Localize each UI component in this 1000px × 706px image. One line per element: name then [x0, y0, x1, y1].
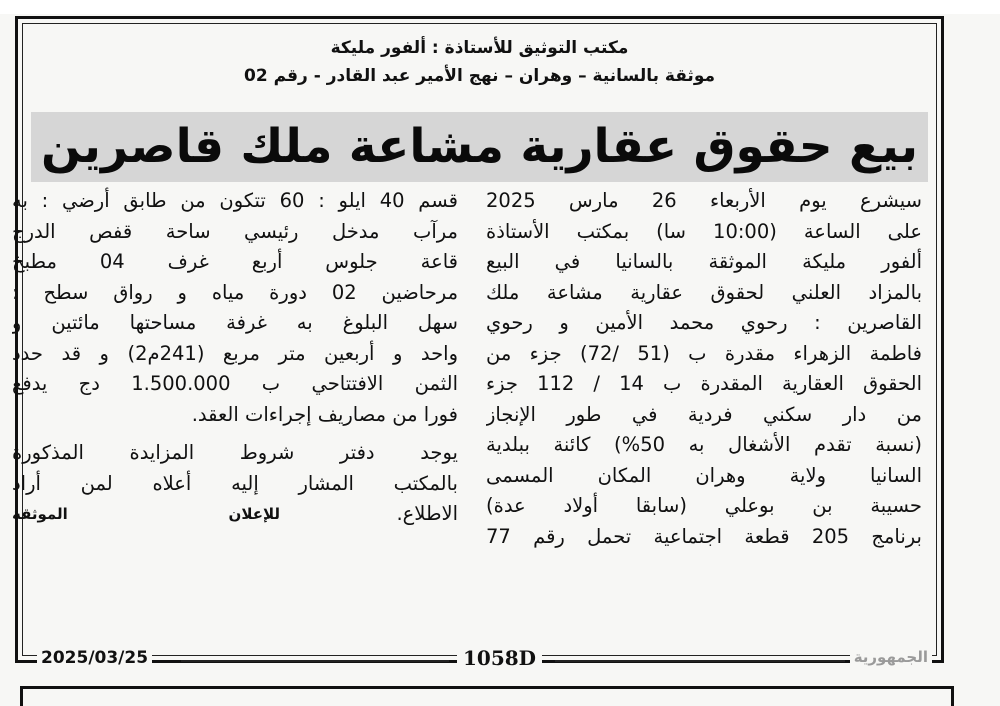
text-line: قسم 40 ايلو : 60 تتكون من طابق أرضي : به: [12, 189, 458, 212]
text-line: حسيبة بن بوعلي (سابقا أولاد عدة): [486, 494, 922, 517]
notary-address: موثقة بالسانية – وهران – نهج الأمير عبد القادر - رقم 02: [243, 66, 716, 86]
text-line: يوجد دفتر شروط المزايدة المذكورة: [12, 441, 458, 464]
ad-inner-border: [12, 23, 937, 656]
text-line: الثمن الافتتاحي ب 1.500.000 دج يدفع: [12, 372, 458, 395]
newspaper-logo: الجمهورية: [850, 648, 932, 666]
footer-rule: [555, 660, 845, 662]
left-column: [12, 186, 458, 529]
title-band: [31, 112, 928, 182]
footer-rule: [181, 660, 449, 662]
next-ad-frame: [20, 686, 954, 706]
ad-footer: [15, 646, 944, 672]
right-column: [486, 186, 922, 552]
text-line: من دار سكني فردية في طور الإنجاز: [486, 402, 922, 426]
notary-signature: الموثقة: [12, 505, 68, 523]
text-line: واحد و أربعين متر مربع (241م2) و قد حدد: [12, 341, 458, 365]
text-line: (نسبة تقدم الأشغال به 50%) كائنة ببلدية: [486, 433, 922, 456]
text-line: الاطلاع.: [396, 502, 458, 525]
text-line: برنامج 205 قطعة اجتماعية تحمل رقم 77: [486, 524, 922, 548]
text-line: سيشرع يوم الأربعاء 26 مارس 2025: [486, 189, 922, 212]
ad-frame: [12, 16, 944, 663]
page-top-edge: [0, 0, 1000, 14]
text-line: على الساعة (10:00 سا) بمكتب الأستاذة: [486, 219, 922, 243]
text-line: بالمكتب المشار إليه أعلاه لمن أراد: [12, 471, 458, 495]
notary-office-name: مكتب التوثيق للأستاذة : ألفور مليكة: [330, 38, 629, 58]
text-line: الحقوق العقارية المقدرة ب 14 / 112 جزء: [486, 372, 922, 395]
ad-code: 1058D: [457, 646, 542, 670]
text-line: فاطمة الزهراء مقدرة ب (51 /72) جزء من: [486, 341, 922, 365]
text-line: قاعة جلوس أربع غرف 04 مطبخ: [12, 250, 458, 273]
text-line: ألفور مليكة الموثقة بالسانيا في البيع: [486, 250, 922, 273]
text-line: فورا من مصاريف إجراءات العقد.: [191, 402, 458, 426]
text-line: القاصرين : رحوي محمد الأمين و رحوي: [486, 311, 922, 334]
signature-row: [12, 499, 458, 529]
ad-title: بيع حقوق عقارية مشاعة ملك قاصرين: [41, 119, 918, 174]
announcement-label: للإعلان: [228, 505, 280, 523]
text-line: السانيا ولاية وهران المكان المسمى: [486, 463, 922, 487]
text-line: سهل البلوغ به غرفة مساحتها مائتين و: [12, 311, 458, 334]
publication-date: 2025/03/25: [37, 648, 152, 668]
text-line: مرحاضين 02 دورة مياه و رواق سطح :: [12, 280, 458, 304]
text-line: مرآب مدخل رئيسي ساحة قفص الدرج: [12, 219, 458, 243]
text-line: بالمزاد العلني لحقوق عقارية مشاعة ملك: [486, 280, 922, 304]
